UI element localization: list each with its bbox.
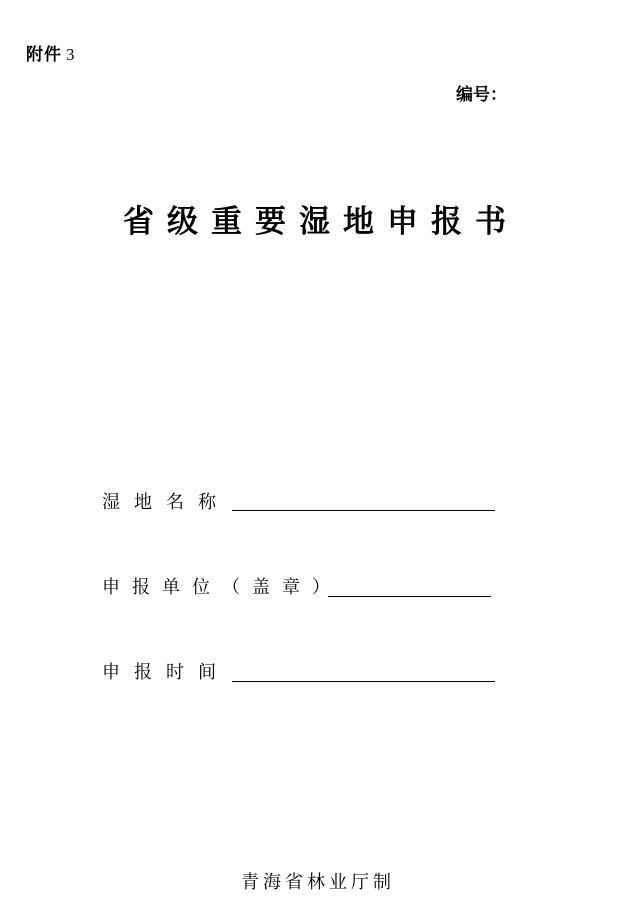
issuer-footer: 青海省林业厅制: [241, 872, 395, 893]
application-date-line[interactable]: [232, 681, 495, 682]
attachment-label: [26, 40, 76, 65]
applicant-unit-line[interactable]: [328, 596, 491, 597]
serial-number-label: 编号：: [456, 85, 507, 105]
attachment-number: 3: [66, 45, 76, 64]
document-title: 省级重要湿地申报书: [123, 204, 519, 240]
wetland-name-label: 湿地名称: [102, 492, 230, 513]
application-date-label: 申报时间: [102, 662, 230, 683]
wetland-name-line[interactable]: [232, 510, 495, 511]
applicant-unit-label: 申报单位（盖章）: [102, 577, 342, 598]
attachment-label-text: 附件: [26, 45, 62, 65]
